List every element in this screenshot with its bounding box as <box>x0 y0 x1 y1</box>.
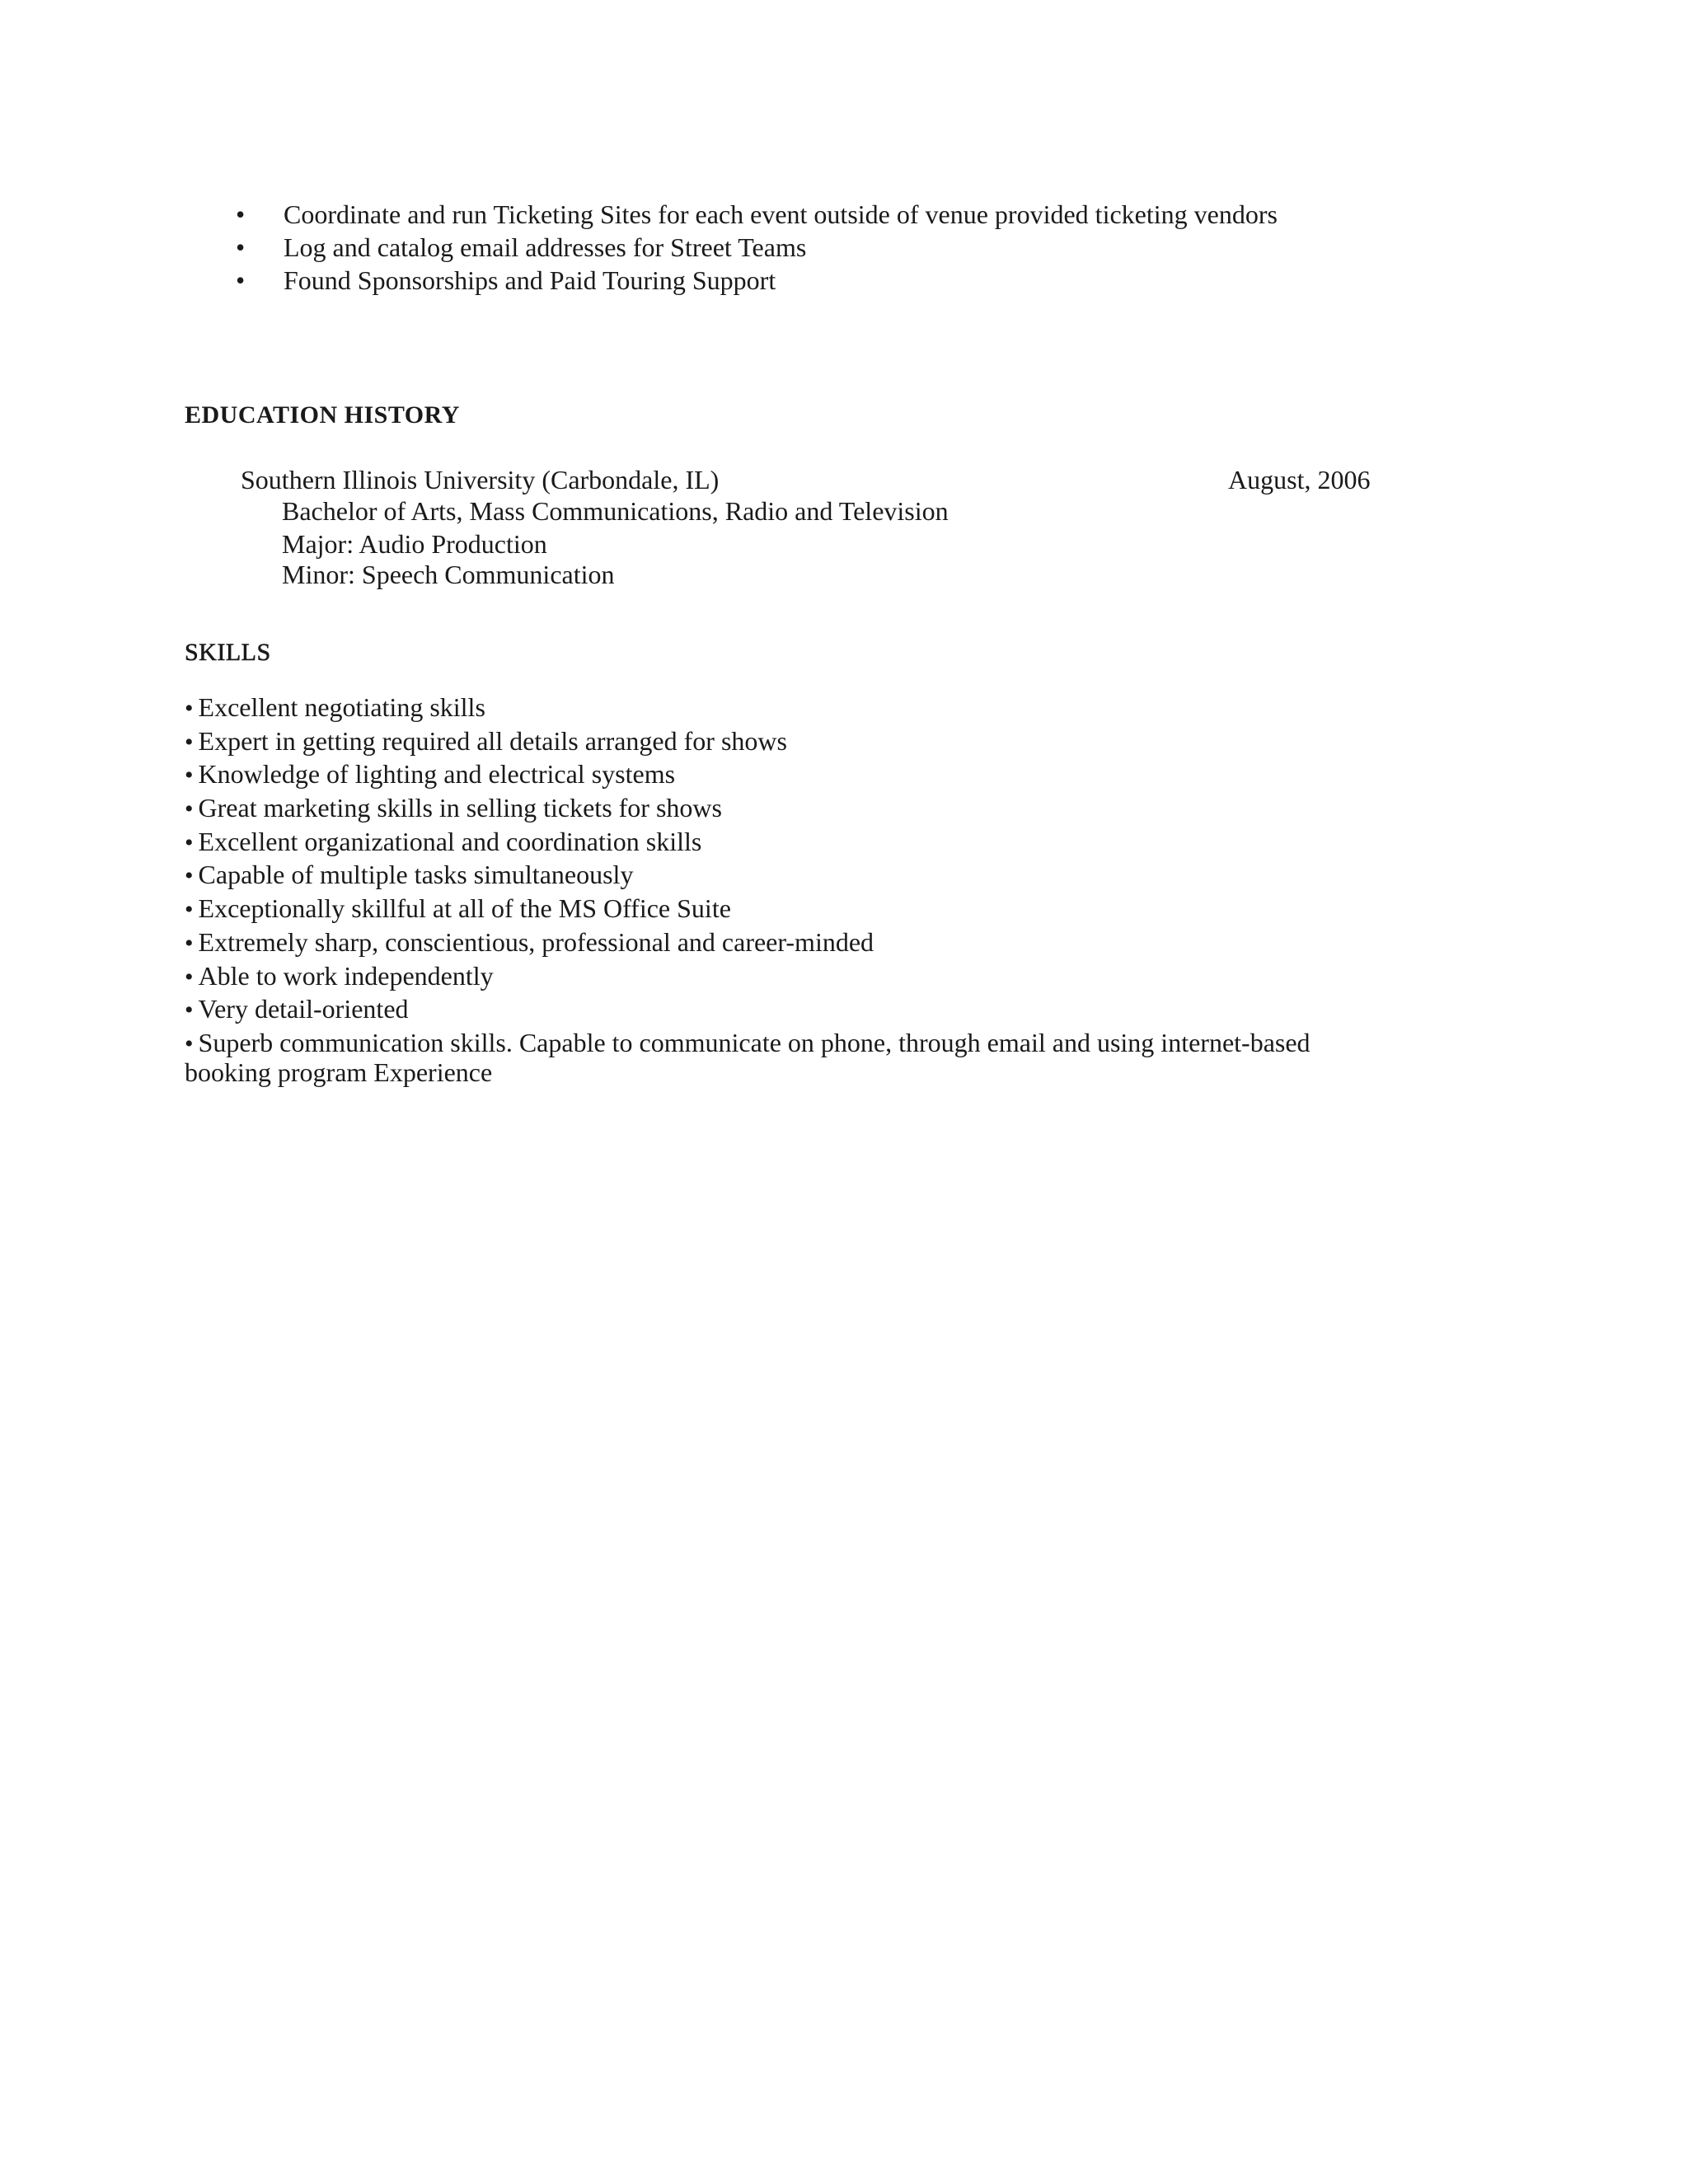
list-item <box>185 892 1311 926</box>
skill-text: Extremely sharp, conscientious, professional and career-minded <box>198 926 874 957</box>
responsibility-text: Coordinate and run Ticketing Sites for each event outside of venue provided ticketing vendors <box>284 199 1278 229</box>
skills-list <box>185 691 1311 1060</box>
list-item <box>185 724 1311 758</box>
list-item <box>185 959 1311 993</box>
bullet-icon: • <box>185 1029 194 1057</box>
graduation-date: August, 2006 <box>1228 465 1371 494</box>
bullet-icon: • <box>185 795 194 823</box>
skill-text: Capable of multiple tasks simultaneously <box>198 860 634 890</box>
list-item <box>185 1026 1311 1060</box>
skill-text: Expert in getting required all details arranged for shows <box>198 725 787 756</box>
major: Major: Audio Production <box>282 529 547 559</box>
skill-text: Able to work independently <box>198 960 494 991</box>
list-item <box>185 992 1311 1026</box>
minor: Minor: Speech Communication <box>282 560 615 589</box>
responsibility-text: Found Sponsorships and Paid Touring Support <box>284 265 776 295</box>
bullet-icon: • <box>236 265 246 295</box>
skill-text: Very detail-oriented <box>198 994 409 1024</box>
list-item <box>185 926 1311 959</box>
bullet-icon: • <box>185 828 194 856</box>
skill-text: Exceptionally skillful at all of the MS Office Suite <box>198 893 731 924</box>
skill-text: Great marketing skills in selling tickets for shows <box>198 793 722 823</box>
bullet-icon: • <box>185 929 194 957</box>
list-item <box>185 825 1311 859</box>
skills-heading: SKILLS <box>185 639 271 666</box>
list-item <box>185 858 1311 892</box>
skill-text: Excellent organizational and coordination skills <box>198 826 702 856</box>
skill-text-continuation: booking program Experience <box>185 1057 493 1087</box>
bullet-icon: • <box>185 695 194 722</box>
responsibility-text: Log and catalog email addresses for Street Teams <box>284 232 807 262</box>
bullet-icon: • <box>185 728 194 756</box>
bullet-icon: • <box>185 996 194 1024</box>
skill-text: Superb communication skills. Capable to communicate on phone, through email and using internet-based <box>198 1027 1311 1057</box>
skill-text: Knowledge of lighting and electrical systems <box>198 759 676 790</box>
education-heading: EDUCATION HISTORY <box>185 401 460 429</box>
skill-text: Excellent negotiating skills <box>198 692 485 722</box>
degree: Bachelor of Arts, Mass Communications, Radio and Television <box>282 496 949 526</box>
bullet-icon: • <box>236 232 246 262</box>
bullet-icon: • <box>185 963 194 991</box>
bullet-icon: • <box>185 896 194 924</box>
bullet-icon: • <box>185 762 194 790</box>
bullet-icon: • <box>185 862 194 890</box>
list-item <box>185 691 1311 724</box>
bullet-icon: • <box>236 199 246 229</box>
list-item <box>185 791 1311 825</box>
list-item <box>185 757 1311 791</box>
school-name: Southern Illinois University (Carbondale, IL) <box>241 465 720 494</box>
